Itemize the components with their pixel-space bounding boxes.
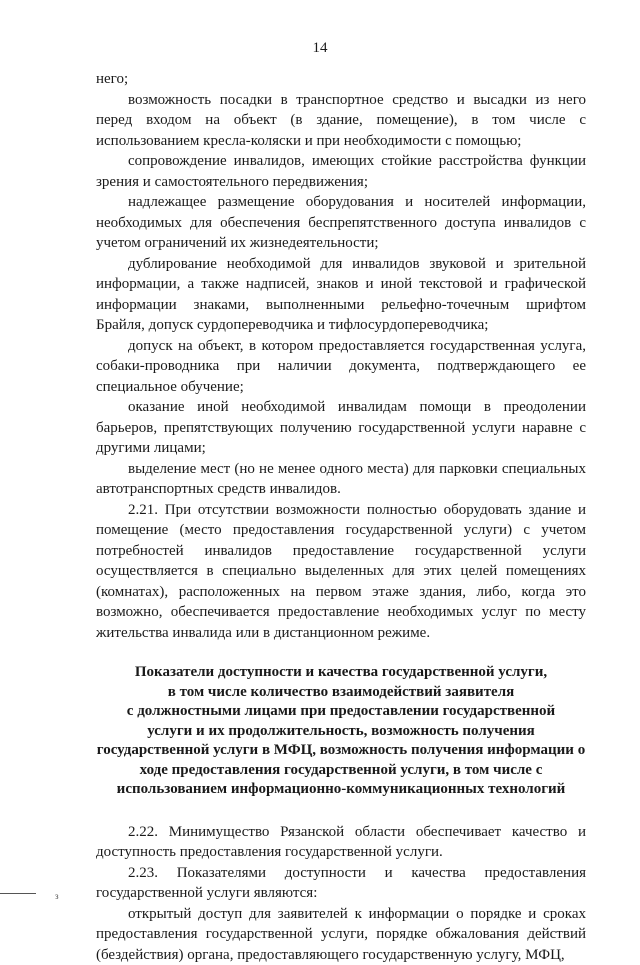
paragraph: выделение мест (но не менее одного места) для парковки специальных автотранспортных средств инвалидов. [96, 459, 586, 500]
paragraph: возможность посадки в транспортное средство и высадки из него перед входом на объект (в здание, помещение), в том числе с использованием кресла-коляски и при необходимости с помощью; [96, 90, 586, 152]
heading-line: Показатели доступности и качества государственной услуги, [96, 663, 586, 683]
heading-line: с должностными лицами при предоставлении государственной [96, 702, 586, 722]
paragraph: дублирование необходимой для инвалидов звуковой и зрительной информации, а также надписей, знаков и иной текстовой и графической информации знаками, выполненными рельефно-точечным шрифтом Брайля, допуск сурдопереводчика и тифлосурдопереводчика; [96, 254, 586, 336]
heading-line: использованием информационно-коммуникационных технологий [96, 780, 586, 800]
paragraph: оказание иной необходимой инвалидам помощи в преодолении барьеров, препятствующих получению государственной услуги наравне с другими лицами; [96, 397, 586, 459]
paragraph: него; [96, 69, 586, 90]
section-heading [96, 663, 586, 800]
page-content [96, 69, 586, 965]
heading-line: услуги и их продолжительность, возможность получения [96, 722, 586, 742]
heading-line: в том числе количество взаимодействий заявителя [96, 683, 586, 703]
paragraph: открытый доступ для заявителей к информации о порядке и сроках предоставления государственной услуги, порядке обжалования действий (бездействия) органа, предоставляющего государственную услугу, МФЦ, [96, 904, 586, 965]
heading-line: государственной услуги в МФЦ, возможность получения информации о [96, 741, 586, 761]
heading-line: ходе предоставления государственной услуги, в том числе с [96, 761, 586, 781]
paragraph: сопровождение инвалидов, имеющих стойкие расстройства функции зрения и самостоятельного передвижения; [96, 151, 586, 192]
paragraph-2-21: 2.21. При отсутствии возможности полностью оборудовать здание и помещение (место предоставления государственной услуги) с учетом потребностей инвалидов предоставление государственной услуги осуществляется в специально выделенных для этих целей помещениях (комнатах), расположенных на первом этаже здания, либо, когда это возможно, обеспечивается предоставление необходимых услуг по месту жительства инвалида или в дистанционном режиме. [96, 500, 586, 644]
footer-rule [0, 893, 36, 894]
paragraph-2-22: 2.22. Минимущество Рязанской области обеспечивает качество и доступность предоставления государственной услуги. [96, 822, 586, 863]
paragraph-2-23: 2.23. Показателями доступности и качества предоставления государственной услуги являются: [96, 863, 586, 904]
footer-mark: з [55, 886, 59, 907]
paragraph: надлежащее размещение оборудования и носителей информации, необходимых для обеспечения беспрепятственного доступа инвалидов с учетом ограничений их жизнедеятельности; [96, 192, 586, 254]
page-number: 14 [0, 38, 640, 59]
paragraph: допуск на объект, в котором предоставляется государственная услуга, собаки-проводника при наличии документа, подтверждающего ее специальное обучение; [96, 336, 586, 398]
